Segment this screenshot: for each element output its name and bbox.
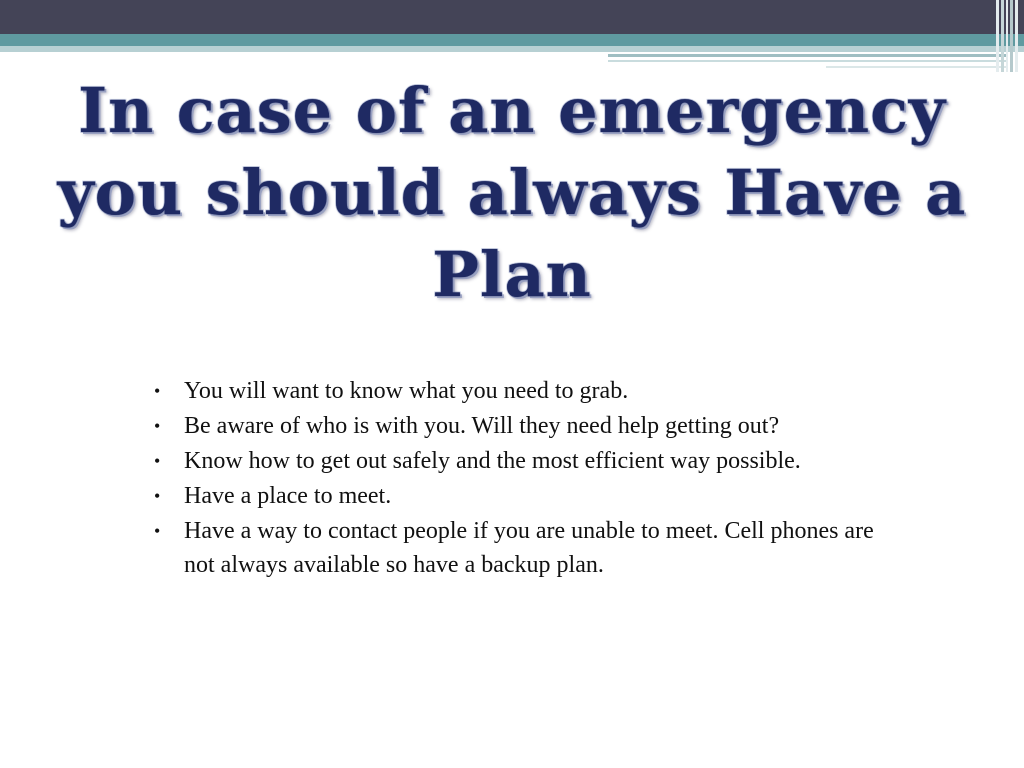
bullet-marker: • — [154, 451, 161, 471]
bullet-text: Know how to get out safely and the most efficient way possible. — [184, 448, 801, 474]
slide-title: In case of an emergency you should always Have a Plan — [57, 74, 967, 311]
bullet-text: You will want to know what you need to grab. — [184, 378, 629, 404]
bullet-marker: • — [154, 381, 161, 401]
bullet-text: Have a way to contact people if you are unable to meet. Cell phones are not always available so have a backup plan. — [184, 518, 874, 578]
header-accent-line — [608, 60, 1008, 62]
bullet-list-container — [150, 374, 910, 583]
header-accent-line — [826, 66, 1008, 68]
header-banner-teal — [0, 34, 1024, 46]
bullet-text: Be aware of who is with you. Will they need help getting out? — [184, 413, 780, 439]
bullet-list — [150, 374, 910, 582]
bullet-marker: • — [154, 521, 161, 541]
bullet-text: Have a place to meet. — [184, 483, 392, 509]
header-banner-light — [0, 46, 1024, 52]
header-banner-dark — [0, 0, 1024, 34]
corner-stripes-decoration — [996, 0, 1018, 72]
bullet-marker: • — [154, 416, 161, 436]
bullet-marker: • — [154, 486, 161, 506]
bullet-item — [150, 444, 910, 478]
header-accent-line — [608, 54, 1008, 57]
bullet-item — [150, 514, 910, 582]
bullet-item — [150, 374, 910, 408]
bullet-item — [150, 479, 910, 513]
bullet-item — [150, 409, 910, 443]
